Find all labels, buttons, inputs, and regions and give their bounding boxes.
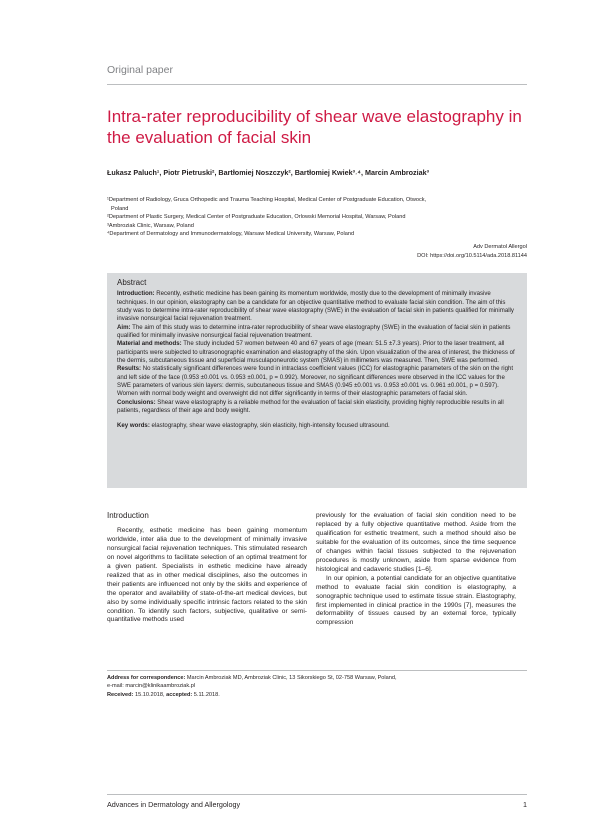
introduction-heading: Introduction	[107, 511, 149, 520]
keywords-label: Key words:	[117, 421, 150, 429]
abstract-heading: Abstract	[117, 278, 147, 287]
abstract-conclusions-text: Shear wave elastography is a reliable method for the evaluation of facial skin elasticity, providing highly reproducible results in all patients, regardless of their age and body weight.	[117, 398, 504, 415]
abstract-introduction	[117, 290, 519, 323]
abstract-aim	[117, 324, 519, 341]
correspondence-email[interactable]: e-mail: marcin@klinikaambroziak.pl	[107, 683, 196, 690]
affiliation-4: ⁴Department of Dermatology and Immunodermatology, Warsaw Medical University, Warsaw, Poland	[107, 231, 355, 238]
doi-link[interactable]: DOI: https://doi.org/10.5114/ada.2018.81144	[417, 253, 527, 259]
affiliation-2: ²Department of Plastic Surgery, Medical Center of Postgraduate Education, Orlowski Memorial Hospital, Warsaw, Poland	[107, 214, 406, 221]
introduction-paragraph-2: In our opinion, a potential candidate for an objective quantitative method to evaluate facial skin condition is elastography, a sonographic technique used to estimate tissue strain. Elastography, first implemented in clinical practice in the 1990s [7], measures the deformability of tissues caused by an external force, typically compression	[316, 574, 516, 627]
abstract-methods-text: The study included 57 women between 40 and 67 years of age (mean: 51.5 ±7.3 years). Prior to the laser treatment, all participants were subjected to ultrasonographic examination and elastography of the skin. Upon visualization of the area of interest, the thickness of the dermis, subcutaneous tissue and superficial musculaponeurotic system (SMAS) in millimeters was measured. Then, SWE was performed.	[117, 340, 515, 365]
abstract-methods	[117, 340, 519, 365]
correspondence-address	[107, 674, 527, 682]
abstract-conclusions-label: Conclusions:	[117, 398, 156, 406]
abstract-keywords	[117, 422, 519, 430]
received-date: 15.10.2018,	[133, 691, 167, 698]
abstract-methods-label: Material and methods:	[117, 340, 182, 348]
accepted-date: 5.11.2018.	[192, 691, 220, 698]
abstract-box	[107, 273, 527, 488]
received-label: Received:	[107, 691, 134, 698]
abstract-results-text: No statistically significant differences were found in intraclass coefficient values (ICC) for elastographic parameters of the skin on the right and left side of the face (0.953 ±0.001 vs. 0.953 ±0.001, p = 0.992). Moreover, no significant differences were observed in the ICC values for the SWE parameters of various skin layers: dermis, subcutaneous tissue and SMAS (0.945 ±0.001 vs. 0.953 ±0.001 vs. 0.961 ±0.001, p = 0.597). Women with normal body weight and overweight did not differ significantly in terms of their elastographic parameters of facial skin.	[117, 365, 514, 398]
journal-short-name: Adv Dermatol Allergol	[473, 244, 527, 250]
abstract-aim-text: The aim of this study was to determine intra-rater reproducibility of shear wave elastography (SWE) in the evaluation of facial skin in patients qualified for minimally invasive nonsurgical facial rejuvenation treatment.	[117, 323, 511, 340]
affiliation-1-cont: Poland	[111, 205, 129, 212]
footer-divider	[107, 794, 527, 795]
introduction-paragraph-continued: previously for the evaluation of facial skin condition need to be replaced by a fully objective quantitative method. Aside from the qualification for esthetic treatment, such a method should also be suitable for the evaluation of its outcomes, since the time sequence of changes within facial tissues subjected to the rejuvenation procedures is mostly unknown, aside from sparse evidence from histological and cadaveric studies [1–6].	[316, 512, 516, 573]
abstract-results	[117, 365, 519, 398]
journal-reference	[417, 243, 527, 261]
correspondence-divider	[107, 670, 527, 671]
header-divider	[107, 84, 527, 85]
introduction-paragraph-1: Recently, esthetic medicine has been gaining momentum worldwide, inter alia due to the development of minimally invasive nonsurgical facial rejuvenation techniques. This stimulated research on novel algorithms to facilitate selection of an optimal treatment for a given patient. Specialists in esthetic medicine have already realized that as in other medical disciplines, also the outcomes in their patients are influenced not only by the skills and experience of the operator and availability of state-of-the-art medical devices, but also by some individually specific intrinsic factors related to the skin condition. To identify such factors, subjective, qualitative or semi-quantitative methods used	[107, 526, 307, 624]
abstract-aim-label: Aim:	[117, 323, 131, 331]
footer-journal-name: Advances in Dermatology and Allergology	[107, 800, 241, 809]
correspondence-label: Address for correspondence:	[107, 675, 186, 681]
author-list: Łukasz Paluch¹, Piotr Pietruski², Bartłomiej Noszczyk², Bartłomiej Kwiek³˒⁴, Marcin Ambroziak³	[107, 168, 430, 177]
keywords-text: elastography, shear wave elastography, skin elasticity, high-intensity focused ultrasound.	[149, 421, 390, 429]
affiliations	[107, 196, 537, 239]
page-number: 1	[523, 800, 527, 809]
abstract-intro-text: Recently, esthetic medicine has been gaining its momentum worldwide, mostly due to the development of minimally invasive techniques. In our opinion, elastography can be a candidate for an objective quantitative method to evaluate facial skin condition. The aim of this study was to determine intra-rater reproducibility of shear wave elastography (SWE) in the evaluation of facial skin in patients qualified for minimally invasive nonsurgical facial rejuvenation treatment.	[117, 290, 514, 323]
correspondence-block	[107, 674, 527, 699]
affiliation-3: ³Ambroziak Clinic, Warsaw, Poland	[107, 222, 194, 229]
received-accepted	[107, 691, 527, 699]
accepted-label: accepted:	[166, 691, 193, 698]
affiliation-1: ¹Department of Radiology, Gruca Orthopedic and Trauma Teaching Hospital, Medical Center of Postgraduate Education, Otwock,	[107, 197, 427, 203]
abstract-intro-label: Introduction:	[117, 290, 155, 298]
abstract-conclusions	[117, 399, 519, 416]
abstract-results-label: Results:	[117, 365, 142, 373]
article-type-label: Original paper	[107, 64, 173, 76]
article-title: Intra-rater reproducibility of shear wave elastography in the evaluation of facial skin	[107, 107, 522, 147]
body-column-left	[107, 512, 307, 625]
body-column-right	[316, 512, 516, 628]
correspondence-text: Marcin Ambroziak MD, Ambroziak Clinic, 13 Sikorskiego St, 02-758 Warsaw, Poland,	[185, 675, 397, 681]
